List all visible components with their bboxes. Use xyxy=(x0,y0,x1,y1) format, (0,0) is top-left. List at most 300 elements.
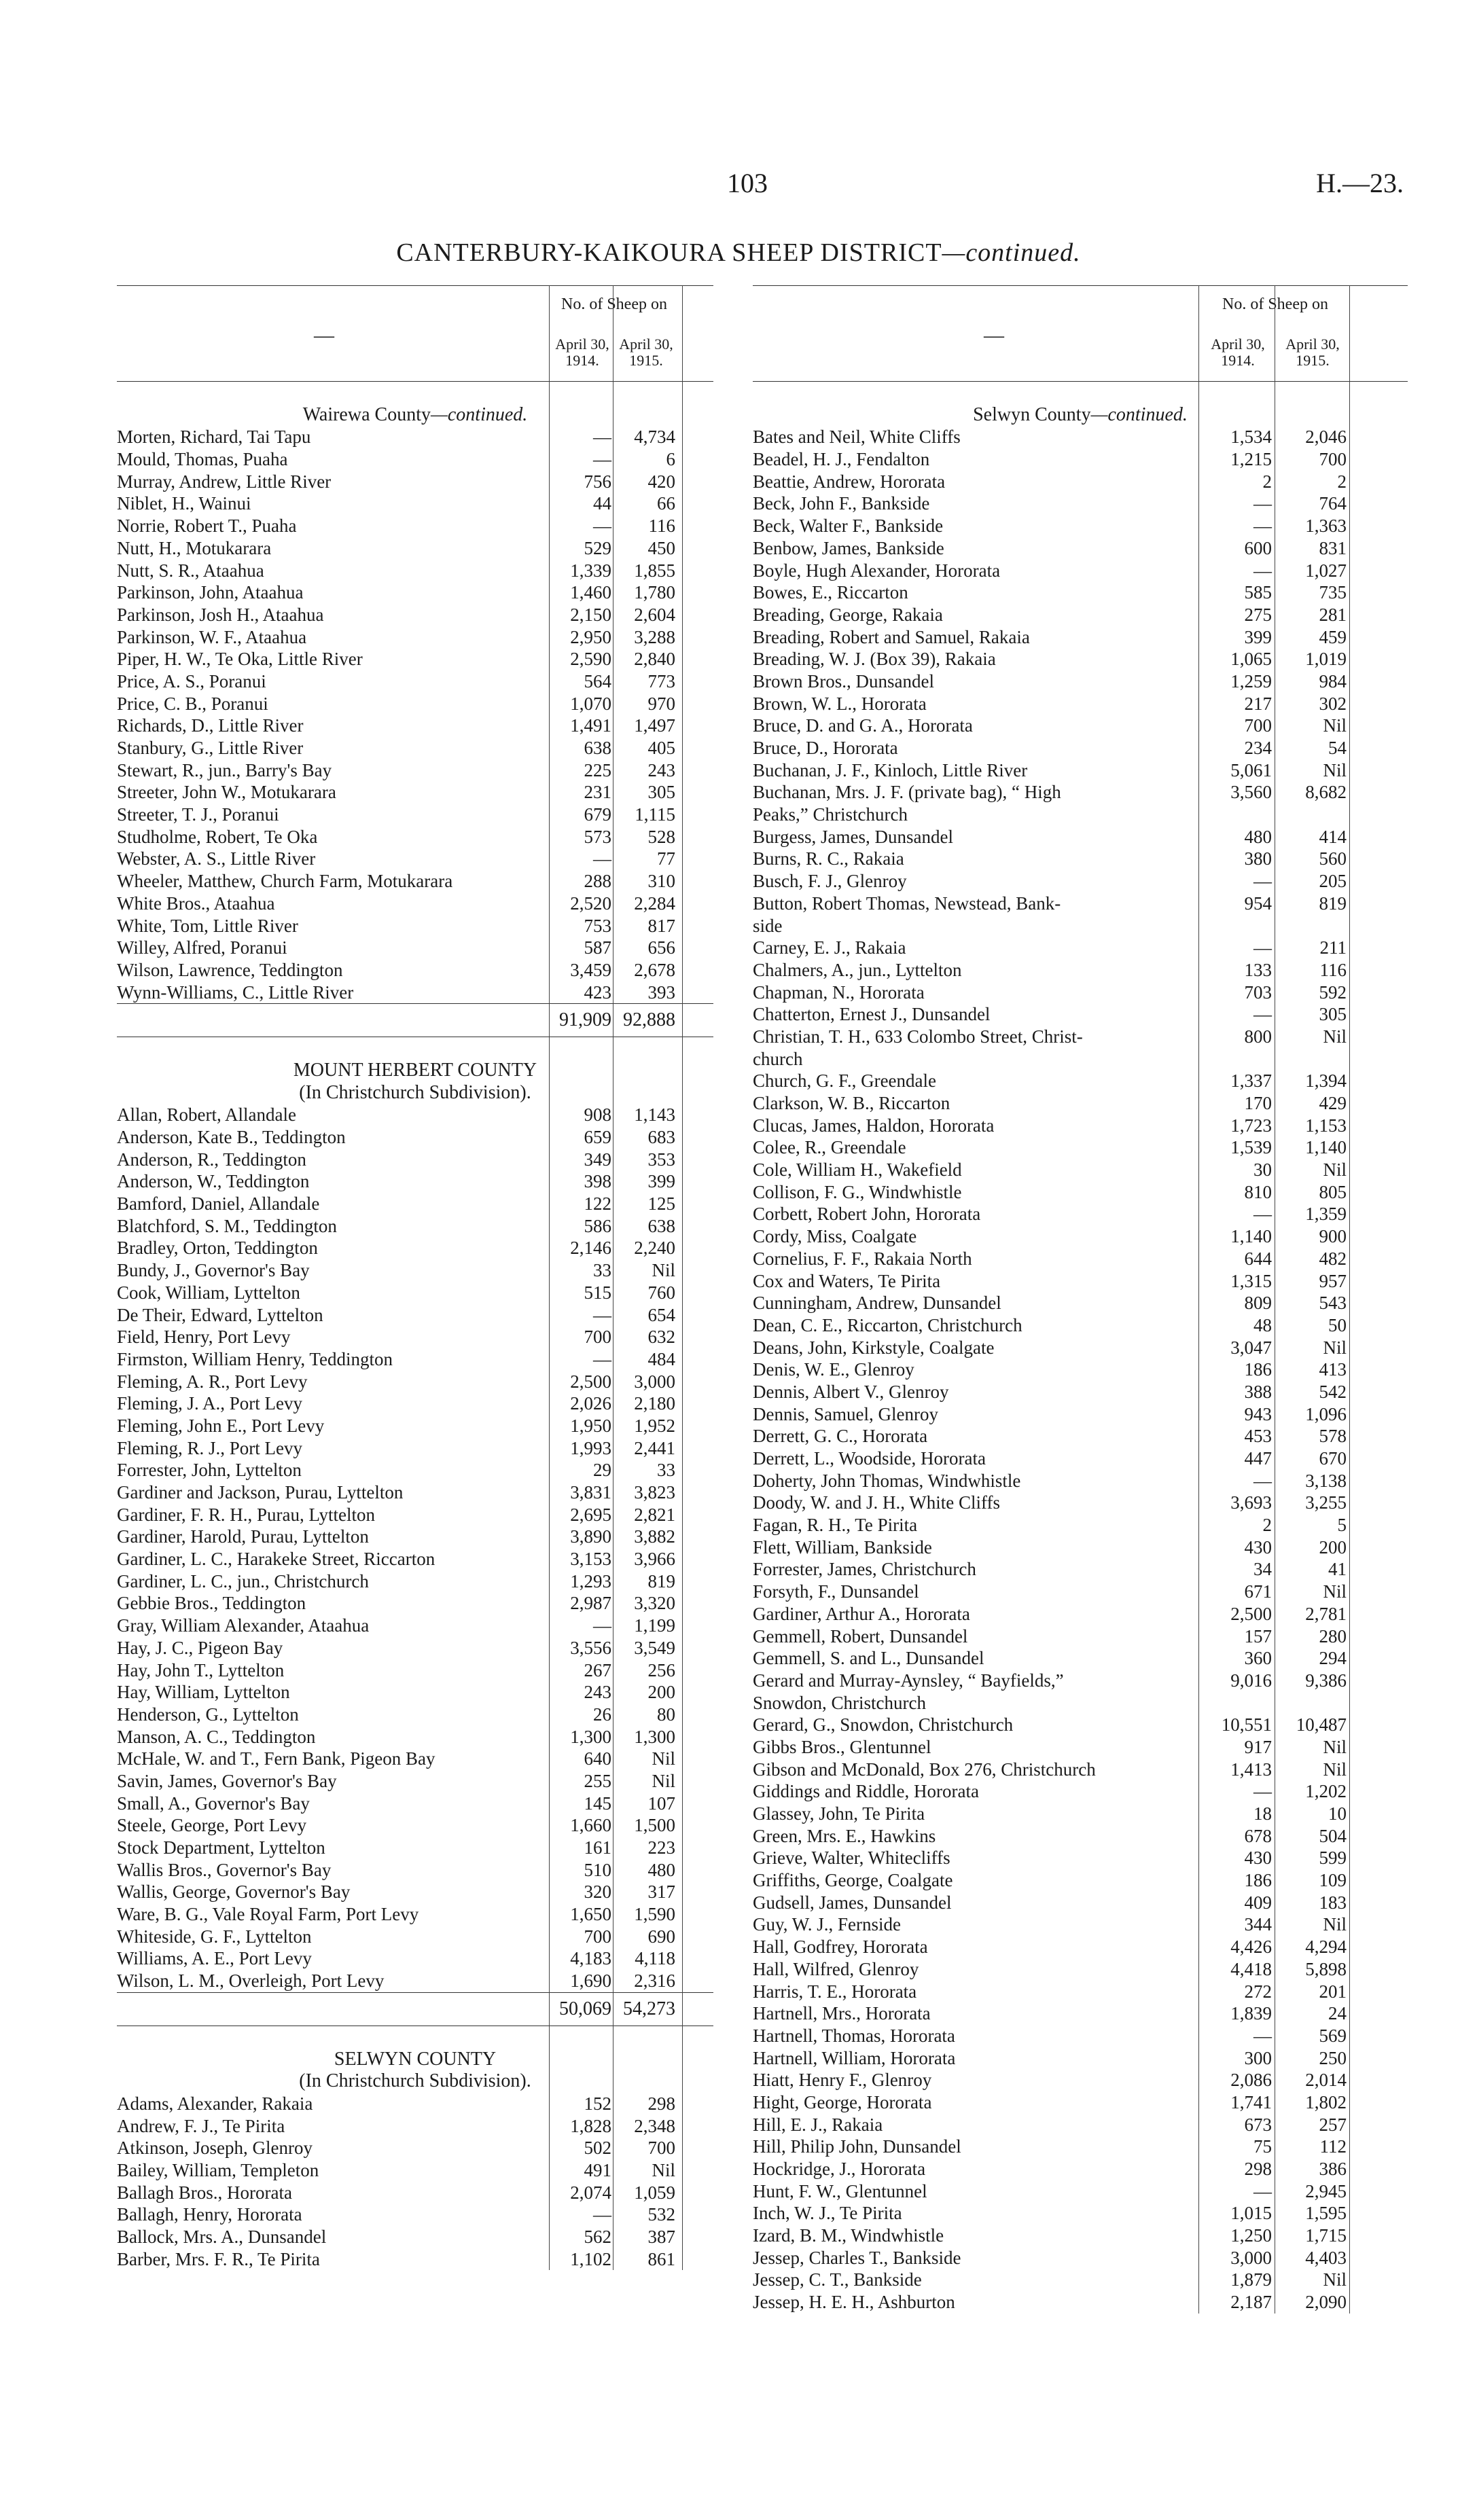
table-row xyxy=(753,1892,1408,1914)
sheep-1914: — xyxy=(1253,1204,1272,1225)
owner-name: Hall, Wilfred, Glenroy xyxy=(753,1958,919,1979)
sheep-1914: 243 xyxy=(584,1682,611,1703)
table-header xyxy=(117,285,713,382)
header-date-1915: April 30, 1915. xyxy=(619,336,673,369)
sheep-1915: 66 xyxy=(657,493,675,514)
table-row xyxy=(117,1570,713,1593)
sheep-1914: 29 xyxy=(593,1460,611,1481)
sheep-1914: 399 xyxy=(1244,626,1272,647)
sheep-1915: 2,090 xyxy=(1305,2292,1347,2313)
table-row xyxy=(753,759,1408,782)
owner-name: Gibbs Bros., Glentunnel xyxy=(753,1736,931,1757)
table-header xyxy=(753,285,1408,382)
sheep-1915: 683 xyxy=(647,1127,675,1147)
total-row xyxy=(117,1992,713,2026)
table-row xyxy=(753,737,1408,759)
sheep-1914: — xyxy=(593,449,611,470)
table-row xyxy=(753,448,1408,471)
sheep-1915: 298 xyxy=(647,2093,675,2114)
table-row xyxy=(117,2115,713,2138)
table-row xyxy=(753,870,1408,893)
sheep-1914: — xyxy=(1253,1781,1272,1802)
owner-name: Piper, H. W., Te Oka, Little River xyxy=(117,649,363,670)
owner-name: Streeter, T. J., Poranui xyxy=(117,804,279,825)
sheep-1914: 48 xyxy=(1253,1314,1272,1335)
sheep-1914: 267 xyxy=(584,1659,611,1680)
owner-name: Buchanan, Mrs. J. F. (private bag), “ High xyxy=(753,782,1061,803)
owner-name: Deans, John, Kirkstyle, Coalgate xyxy=(753,1337,995,1358)
total-1914: 91,909 xyxy=(559,1009,611,1031)
table-row xyxy=(117,959,713,982)
sheep-1915: 9,386 xyxy=(1305,1670,1347,1691)
sheep-1914: 152 xyxy=(584,2093,611,2114)
table-row xyxy=(753,1181,1408,1204)
owner-name: Mould, Thomas, Puaha xyxy=(117,449,288,470)
table-row xyxy=(117,1504,713,1526)
sheep-1915: 10,487 xyxy=(1296,1714,1347,1735)
sheep-1914: 2,086 xyxy=(1230,2070,1272,2091)
table-row xyxy=(117,1392,713,1415)
sheep-1914: 1,950 xyxy=(570,1415,611,1436)
owner-name: Price, A. S., Poranui xyxy=(117,670,266,691)
owner-name: Hill, Philip John, Dunsandel xyxy=(753,2136,961,2157)
table-row xyxy=(753,515,1408,537)
owner-name: Price, C. B., Poranui xyxy=(117,693,268,714)
table-row xyxy=(117,1770,713,1793)
spacer xyxy=(117,382,713,404)
owner-name: Burns, R. C., Rakaia xyxy=(753,848,904,869)
sheep-1915: 773 xyxy=(647,670,675,691)
sheep-1914: 671 xyxy=(1244,1581,1272,1602)
sheep-1915: 3,823 xyxy=(634,1482,675,1502)
sheep-1915: 1,153 xyxy=(1305,1115,1347,1136)
table-row xyxy=(753,1803,1408,1825)
table-row xyxy=(753,781,1408,804)
table-row xyxy=(117,915,713,937)
sheep-1915: 310 xyxy=(647,871,675,892)
owner-name: Bradley, Orton, Teddington xyxy=(117,1238,318,1259)
table-row xyxy=(117,1193,713,1215)
table-row xyxy=(753,848,1408,870)
sheep-1914: 510 xyxy=(584,1859,611,1880)
sheep-1914: 18 xyxy=(1253,1803,1272,1824)
page-reference: H.—23. xyxy=(1316,168,1404,198)
sheep-1914: 679 xyxy=(584,804,611,825)
sheep-1914: 2,026 xyxy=(570,1393,611,1414)
owner-name: Beck, John F., Bankside xyxy=(753,493,930,514)
table-row xyxy=(117,826,713,848)
owner-name: side xyxy=(753,915,783,936)
sheep-1915: 560 xyxy=(1319,848,1347,869)
sheep-1915: 1,115 xyxy=(635,804,675,825)
sheep-1914: 44 xyxy=(593,493,611,514)
sheep-1915: Nil xyxy=(652,2159,675,2180)
owner-name: Button, Robert Thomas, Newstead, Bank- xyxy=(753,893,1061,914)
sheep-1914: — xyxy=(1253,560,1272,581)
table-row xyxy=(117,1748,713,1770)
sheep-1915: 5,898 xyxy=(1305,1958,1347,1979)
table-row xyxy=(117,2248,713,2271)
table-row xyxy=(753,715,1408,737)
owner-name: Gibson and McDonald, Box 276, Christchurch xyxy=(753,1759,1096,1780)
sheep-1914: 2 xyxy=(1262,471,1272,492)
table-row xyxy=(753,1603,1408,1625)
sheep-1914: 3,459 xyxy=(570,959,611,980)
owner-name: Bruce, D. and G. A., Hororata xyxy=(753,715,973,736)
sheep-1914: 3,556 xyxy=(570,1637,611,1658)
owner-name: Manson, A. C., Teddington xyxy=(117,1726,316,1747)
table-row xyxy=(753,2225,1408,2247)
table-row xyxy=(753,1936,1408,1958)
sheep-1914: 33 xyxy=(593,1260,611,1281)
sheep-1915: 294 xyxy=(1319,1648,1347,1669)
sheep-1914: 564 xyxy=(584,670,611,691)
owner-name: Morten, Richard, Tai Tapu xyxy=(117,427,311,448)
sheep-1915: 429 xyxy=(1319,1093,1347,1113)
sheep-1914: 10,551 xyxy=(1221,1714,1272,1735)
sheep-1915: 223 xyxy=(647,1837,675,1858)
table-row xyxy=(753,1558,1408,1581)
sheep-1915: 700 xyxy=(647,2138,675,2159)
sheep-1915: 450 xyxy=(647,537,675,558)
table-row xyxy=(117,715,713,737)
owner-name: Gemmell, Robert, Dunsandel xyxy=(753,1625,968,1646)
table-row xyxy=(753,1869,1408,1892)
sheep-1914: 700 xyxy=(584,1327,611,1348)
owner-name: Collison, F. G., Windwhistle xyxy=(753,1181,962,1202)
owner-name: Hartnell, Mrs., Hororata xyxy=(753,2003,931,2024)
table-row xyxy=(117,937,713,959)
table-row xyxy=(753,581,1408,604)
table-row xyxy=(117,1104,713,1126)
table-row xyxy=(753,1115,1408,1137)
sheep-1915: 77 xyxy=(657,848,675,869)
owner-name: Steele, George, Port Levy xyxy=(117,1815,307,1836)
sheep-1914: 573 xyxy=(584,826,611,847)
owner-name: Allan, Robert, Allandale xyxy=(117,1104,296,1126)
sheep-1915: 3,320 xyxy=(634,1593,675,1614)
sheep-1914: 349 xyxy=(584,1149,611,1170)
table-row xyxy=(117,1837,713,1859)
sheep-1915: 1,059 xyxy=(634,2182,675,2203)
sheep-1914: 2,590 xyxy=(570,649,611,670)
sheep-1915: 817 xyxy=(647,915,675,936)
sheep-1915: 280 xyxy=(1319,1625,1347,1646)
owner-name: Parkinson, John, Ataahua xyxy=(117,582,304,603)
sheep-1915: 2,840 xyxy=(634,649,675,670)
sheep-1915: 1,855 xyxy=(634,560,675,581)
sheep-1915: 1,300 xyxy=(634,1726,675,1747)
sheep-1915: 393 xyxy=(647,982,675,1003)
sheep-1914: 1,070 xyxy=(570,693,611,714)
sheep-1914: 388 xyxy=(1244,1381,1272,1402)
table-row xyxy=(117,1548,713,1570)
header-group-label: No. of Sheep on xyxy=(561,295,667,313)
sheep-1914: 917 xyxy=(1244,1736,1272,1757)
total-1914: 50,069 xyxy=(559,1998,611,2019)
owner-name: Ballagh, Henry, Hororata xyxy=(117,2204,302,2225)
owner-name: Gemmell, S. and L., Dunsandel xyxy=(753,1648,984,1669)
sheep-1914: 480 xyxy=(1244,826,1272,847)
section-title: Wairewa County xyxy=(302,403,431,425)
sheep-1914: 585 xyxy=(1244,582,1272,603)
table-row xyxy=(753,1470,1408,1492)
owner-name: Breading, George, Rakaia xyxy=(753,604,943,625)
sheep-1915: 900 xyxy=(1319,1226,1347,1247)
sheep-1914: 809 xyxy=(1244,1293,1272,1314)
owner-name: Cox and Waters, Te Pirita xyxy=(753,1270,941,1291)
table-row xyxy=(753,1759,1408,1781)
section-continued: —continued. xyxy=(1090,403,1188,425)
sheep-1914: 430 xyxy=(1244,1848,1272,1869)
table-row xyxy=(117,1637,713,1659)
sheep-1915: 1,952 xyxy=(634,1415,675,1436)
sheep-1914: 3,693 xyxy=(1230,1492,1272,1513)
sheep-1915: 504 xyxy=(1319,1825,1347,1846)
table-row xyxy=(117,492,713,515)
sheep-1914: 908 xyxy=(584,1104,611,1126)
owner-name: Streeter, John W., Motukarara xyxy=(117,782,336,803)
sheep-1915: 243 xyxy=(647,759,675,780)
sheep-1914: 344 xyxy=(1244,1914,1272,1935)
owner-name: Wallis Bros., Governor's Bay xyxy=(117,1859,332,1880)
header-date-1914: April 30, 1914. xyxy=(555,336,609,369)
sheep-1914: — xyxy=(1253,516,1272,537)
sheep-1915: Nil xyxy=(1323,1159,1347,1181)
sheep-1914: 1,839 xyxy=(1230,2003,1272,2024)
sheep-1915: 2,604 xyxy=(634,604,675,625)
owner-name: Norrie, Robert T., Puaha xyxy=(117,516,297,537)
owner-name: Gardiner, Harold, Purau, Lyttelton xyxy=(117,1526,369,1547)
table-row xyxy=(753,1292,1408,1314)
owner-name: Gardiner, Arthur A., Hororata xyxy=(753,1603,970,1624)
sheep-1914: 644 xyxy=(1244,1248,1272,1269)
table-row xyxy=(753,1159,1408,1181)
owner-name: Henderson, G., Lyttelton xyxy=(117,1704,299,1725)
sheep-1914: 3,000 xyxy=(1230,2247,1272,2268)
sheep-1914: 638 xyxy=(584,738,611,758)
sheep-1914: — xyxy=(593,1615,611,1636)
table-row xyxy=(753,1358,1408,1381)
sheep-1915: 116 xyxy=(648,516,675,537)
section-title: MOUNT HERBERT COUNTY xyxy=(293,1059,537,1081)
table-row xyxy=(753,1447,1408,1470)
sheep-1914: — xyxy=(1253,2180,1272,2201)
sheep-1915: 4,734 xyxy=(634,427,675,448)
sheep-1915: 420 xyxy=(647,471,675,492)
sheep-1915: 543 xyxy=(1319,1293,1347,1314)
sheep-1915: 690 xyxy=(647,1926,675,1947)
page-number: 103 xyxy=(727,168,768,198)
sheep-1915: 6 xyxy=(666,449,675,470)
owner-name: Beck, Walter F., Bankside xyxy=(753,516,944,537)
owner-name: Carney, E. J., Rakaia xyxy=(753,937,906,958)
owner-name: Guy, W. J., Fernside xyxy=(753,1914,902,1935)
section-heading xyxy=(117,404,713,427)
sheep-1915: 2,046 xyxy=(1305,427,1347,448)
sheep-1915: 831 xyxy=(1319,537,1347,558)
sheep-1914: 1,337 xyxy=(1230,1070,1272,1092)
sheep-1915: Nil xyxy=(1323,1026,1347,1047)
sheep-1914: 3,047 xyxy=(1230,1337,1272,1358)
owner-name: Hay, John T., Lyttelton xyxy=(117,1659,285,1680)
sheep-1914: 161 xyxy=(584,1837,611,1858)
sheep-1915: 2,348 xyxy=(634,2115,675,2136)
sheep-1915: 970 xyxy=(647,693,675,714)
sheep-1914: 703 xyxy=(1244,982,1272,1003)
table-row xyxy=(753,2202,1408,2225)
sheep-1914: — xyxy=(1253,871,1272,892)
table-row xyxy=(117,737,713,759)
sheep-1915: 819 xyxy=(647,1570,675,1591)
table-row xyxy=(117,1149,713,1171)
sheep-1914: 1,828 xyxy=(570,2115,611,2136)
owner-name: Fleming, J. A., Port Levy xyxy=(117,1393,303,1414)
sheep-1914: 1,250 xyxy=(1230,2225,1272,2246)
sheep-1915: 861 xyxy=(647,2248,675,2269)
owner-name: Gardiner, L. C., jun., Christchurch xyxy=(117,1570,369,1591)
sheep-1915: 957 xyxy=(1319,1270,1347,1291)
sheep-1915: 3,882 xyxy=(634,1526,675,1547)
sheep-1915: 201 xyxy=(1319,1981,1347,2002)
table-row xyxy=(753,2002,1408,2025)
sheep-1914: 1,534 xyxy=(1230,427,1272,448)
sheep-1914: 943 xyxy=(1244,1403,1272,1424)
sheep-1915: 24 xyxy=(1328,2003,1347,2024)
sheep-1915: 2,781 xyxy=(1305,1603,1347,1624)
sheep-1915: 2,240 xyxy=(634,1238,675,1259)
sheep-1914: 300 xyxy=(1244,2047,1272,2068)
owner-name: Savin, James, Governor's Bay xyxy=(117,1770,337,1791)
sheep-1914: — xyxy=(593,516,611,537)
owner-name: Hartnell, Thomas, Hororata xyxy=(753,2025,955,2046)
table-row xyxy=(753,1381,1408,1403)
table-row xyxy=(753,1492,1408,1514)
owner-name: Benbow, James, Bankside xyxy=(753,537,944,558)
table-row xyxy=(117,2093,713,2115)
owner-name: Fleming, A. R., Port Levy xyxy=(117,1371,308,1392)
sheep-1914: 380 xyxy=(1244,848,1272,869)
table-row xyxy=(753,1314,1408,1337)
owner-name: Fagan, R. H., Te Pirita xyxy=(753,1515,918,1536)
owner-name: Cornelius, F. F., Rakaia North xyxy=(753,1248,972,1269)
sheep-1915: 1,500 xyxy=(634,1815,675,1836)
sheep-1915: 211 xyxy=(1319,937,1347,958)
owner-name: Dennis, Samuel, Glenroy xyxy=(753,1403,938,1424)
table-row xyxy=(753,1425,1408,1447)
table-row xyxy=(117,1947,713,1970)
sheep-1914: 275 xyxy=(1244,604,1272,625)
owner-name: Corbett, Robert John, Hororata xyxy=(753,1204,981,1225)
sheep-1914: 1,879 xyxy=(1230,2269,1272,2290)
table-row xyxy=(117,1304,713,1327)
sheep-1915: 528 xyxy=(647,826,675,847)
table-row xyxy=(117,1881,713,1903)
table-row xyxy=(753,1692,1408,1714)
table-row xyxy=(117,426,713,448)
table-row xyxy=(117,1170,713,1193)
sheep-1915: 1,143 xyxy=(634,1104,675,1126)
owner-name: Church, G. F., Greendale xyxy=(753,1070,937,1092)
sheep-1914: 186 xyxy=(1244,1870,1272,1891)
owner-name: Buchanan, J. F., Kinloch, Little River xyxy=(753,759,1028,780)
owner-name: Parkinson, W. F., Ataahua xyxy=(117,626,307,647)
table-row xyxy=(117,1415,713,1437)
owner-name: Willey, Alfred, Poranui xyxy=(117,937,287,958)
table-row xyxy=(117,1459,713,1481)
table-row xyxy=(117,1126,713,1149)
sheep-1914: 320 xyxy=(584,1882,611,1903)
sheep-1915: 2,014 xyxy=(1305,2070,1347,2091)
table-row xyxy=(117,2226,713,2248)
sheep-1915: 569 xyxy=(1319,2025,1347,2046)
table-row xyxy=(753,1825,1408,1848)
table-row xyxy=(117,804,713,826)
table-row xyxy=(117,1592,713,1615)
table-row xyxy=(117,1659,713,1682)
header-group-label: No. of Sheep on xyxy=(1222,295,1328,313)
sheep-1915: 4,118 xyxy=(635,1948,675,1969)
sheep-1915: 414 xyxy=(1319,826,1347,847)
sheep-1914: 3,831 xyxy=(570,1482,611,1502)
owner-name: Andrew, F. J., Te Pirita xyxy=(117,2115,285,2136)
sheep-1914: 659 xyxy=(584,1127,611,1147)
table-row xyxy=(117,2159,713,2182)
table-row xyxy=(753,1136,1408,1159)
owner-name: Izard, B. M., Windwhistle xyxy=(753,2225,944,2246)
owner-name: Firmston, William Henry, Teddington xyxy=(117,1348,393,1369)
owner-name: Adams, Alexander, Rakaia xyxy=(117,2093,313,2114)
column-rule xyxy=(549,285,550,2270)
table-row xyxy=(753,804,1408,826)
sheep-1914: 225 xyxy=(584,759,611,780)
owner-name: Stanbury, G., Little River xyxy=(117,738,304,758)
owner-name: Wilson, Lawrence, Teddington xyxy=(117,959,343,980)
sheep-1914: 753 xyxy=(584,915,611,936)
table-row xyxy=(117,1793,713,1815)
column-rule xyxy=(1349,285,1350,2314)
sheep-1915: 353 xyxy=(647,1149,675,1170)
table-row xyxy=(753,1536,1408,1559)
sheep-1915: 2,284 xyxy=(634,893,675,914)
owner-name: Harris, T. E., Hororata xyxy=(753,1981,917,2002)
section-title: (In Christchurch Subdivision). xyxy=(299,1081,531,1103)
sheep-1914: 1,015 xyxy=(1230,2203,1272,2224)
section-heading xyxy=(117,2070,713,2093)
total-row xyxy=(117,1003,713,1037)
owner-name: Hall, Godfrey, Hororata xyxy=(753,1937,928,1958)
sheep-1914: 2,950 xyxy=(570,626,611,647)
sheep-1915: 107 xyxy=(647,1793,675,1814)
table-row xyxy=(753,1714,1408,1736)
sheep-1915: 1,140 xyxy=(1305,1137,1347,1158)
sheep-1915: 3,549 xyxy=(634,1637,675,1658)
sheep-1914: 2,074 xyxy=(570,2182,611,2203)
sheep-1915: 413 xyxy=(1319,1359,1347,1380)
sheep-1914: 2 xyxy=(1262,1515,1272,1536)
table-row xyxy=(753,2269,1408,2291)
owner-name: Bailey, William, Templeton xyxy=(117,2159,319,2180)
table-row xyxy=(753,1003,1408,1026)
owner-name: Giddings and Riddle, Hororata xyxy=(753,1781,979,1802)
owner-name: Ballock, Mrs. A., Dunsandel xyxy=(117,2227,327,2247)
sheep-1914: 700 xyxy=(1244,715,1272,736)
owner-name: Grieve, Walter, Whitecliffs xyxy=(753,1848,950,1869)
sheep-1914: 122 xyxy=(584,1193,611,1214)
sheep-1915: Nil xyxy=(1323,759,1347,780)
sheep-1914: 1,315 xyxy=(1230,1270,1272,1291)
sheep-1914: 1,413 xyxy=(1230,1759,1272,1780)
